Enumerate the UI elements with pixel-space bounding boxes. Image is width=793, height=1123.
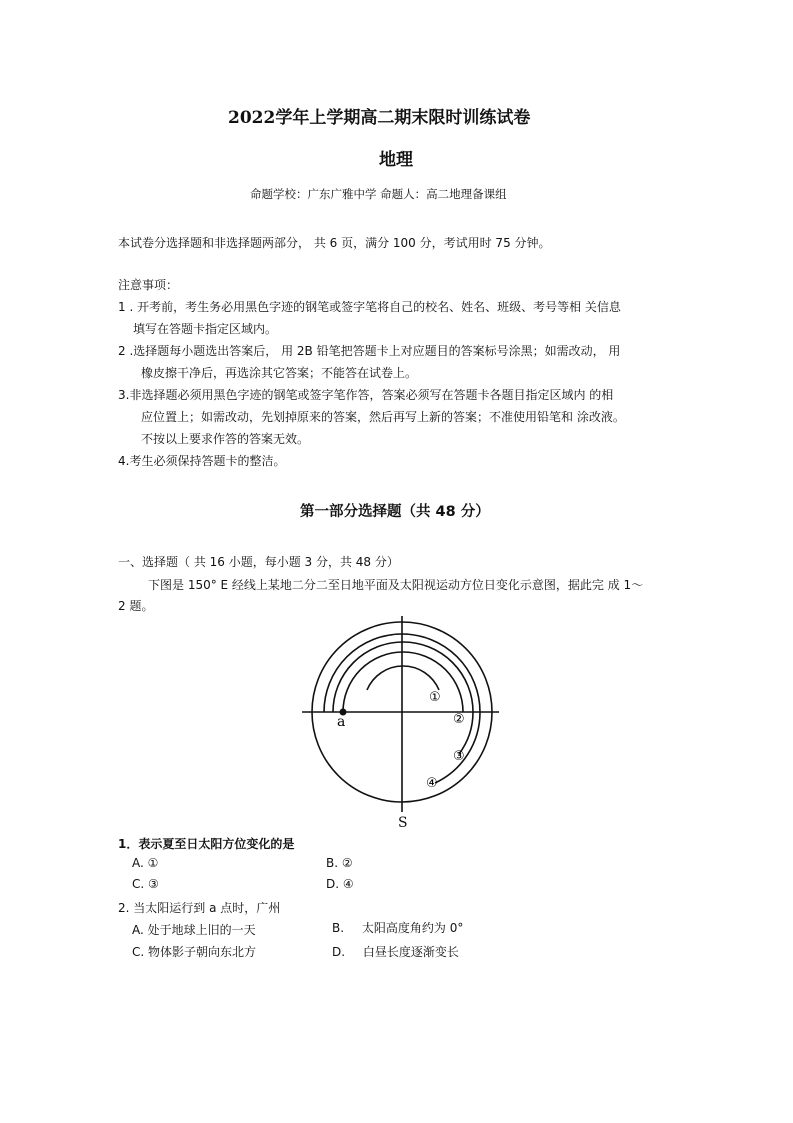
note-line-8: 4.考生必须保持答题卡的整洁。 [118,454,286,468]
option-text: 太阳高度角约为 0° [361,921,464,935]
arc-label-2: ② [453,712,465,727]
sun-path-arc-1 [367,666,439,690]
note-line-6: 应位置上；如需改动，先划掉原来的答案，然后再写上新的答案；不准使用铅笔和 涂改液。 [141,410,625,424]
question-2-option-d [332,943,459,960]
option-text: 物体影子朝向东北方 [148,945,257,959]
option-text: 白昼长度逐渐变长 [362,945,459,959]
option-text: 处于地球上旧的一天 [147,923,256,937]
note-line-5: 3.非选择题必须用黑色字迹的钢笔或签字笔作答，答案必须写在答题卡各题目指定区域内 的相 [118,388,614,402]
section-title: 第一部分选择题（共 48 分） [300,504,490,520]
note-line-1: 1 . 开考前，考生务必用黑色字迹的钢笔或签字笔将自己的校名、姓名、班级、考号等相 关信息 [118,300,621,314]
point-a-label: a [337,714,346,730]
part-heading: 一、选择题（ 共 16 小题，每小题 3 分，共 48 分） [118,555,399,569]
question-2-option-b [332,919,463,936]
note-line-4: 橡皮擦干净后，再选涂其它答案；不能答在试卷上。 [141,366,418,380]
sun-path-diagram [293,602,513,822]
question-2-stem: 2. 当太阳运行到 a 点时，广州 [118,901,281,915]
question-2-option-a [132,921,256,938]
exam-intro: 本试卷分选择题和非选择题两部分， 共 6 页，满分 100 分，考试用时 75 分钟。 [118,236,551,250]
subject-title: 地理 [379,150,413,170]
sun-path-arc-3 [333,642,473,754]
option-letter: A. [132,923,144,937]
arc-label-3: ③ [453,749,465,764]
question-2-option-c [132,943,256,960]
sun-path-arc-2 [343,652,463,712]
question-1-stem: 1．表示夏至日太阳方位变化的是 [118,837,295,851]
option-letter: C. [132,945,145,959]
question-stem-line-1: 下图是 150° E 经线上某地二分二至日地平面及太阳视运动方位日变化示意图，据此完 成 1～ [148,578,644,592]
arc-label-4: ④ [426,776,438,791]
exam-title: 2022学年上学期高二期末限时训练试卷 [228,108,531,128]
arc-label-1: ① [429,690,441,705]
note-line-3: 2 .选择题每小题选出答案后， 用 2B 铅笔把答题卡上对应题目的答案标号涂黑；如需改动， 用 [118,344,621,358]
south-label: S [398,815,408,831]
notes-heading: 注意事项： [118,278,179,292]
question-1-option-a: A. ① [132,856,159,870]
question-1-option-c: C. ③ [132,877,159,891]
question-1-option-b: B. ② [326,856,353,870]
question-stem-line-2: 2 题。 [118,599,154,613]
option-letter: B. [332,921,345,935]
option-letter: D. [332,945,346,959]
exam-credits: 命题学校：广东广雅中学 命题人：高二地理备课组 [250,187,507,201]
question-1-option-d: D. ④ [326,877,354,891]
note-line-7: 不按以上要求作答的答案无效。 [141,432,310,446]
note-line-2: 填写在答题卡指定区域内。 [133,322,278,336]
